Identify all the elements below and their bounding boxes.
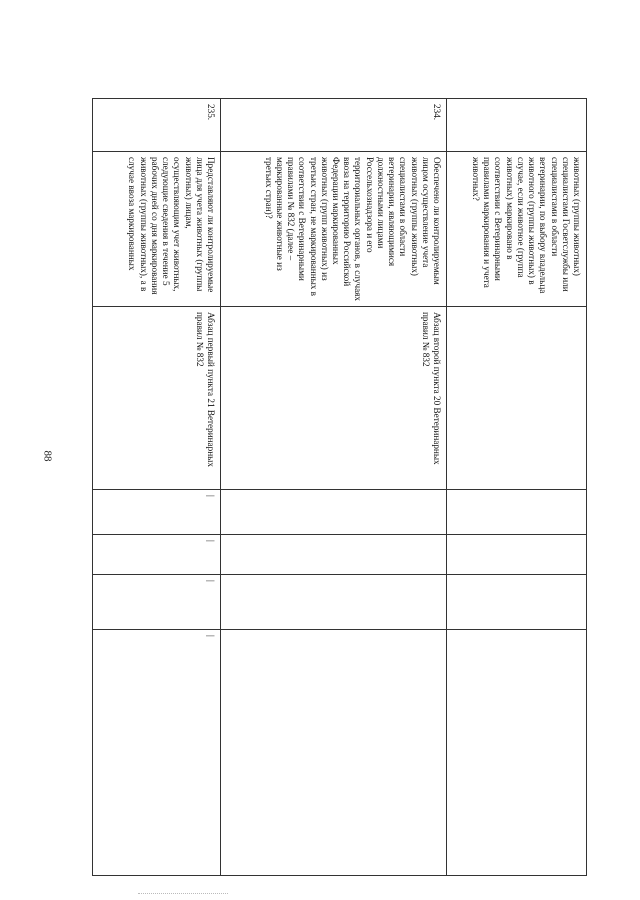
reference-cell: Абзац первый пункта 21 Ветеринарных правил № 832 [93,307,221,490]
answer-na-cell [447,575,587,630]
answer-no-cell [221,535,447,575]
table-row [447,99,587,876]
note-cell: | [93,630,221,876]
reference-cell [447,307,587,490]
answer-yes-cell [221,490,447,535]
page-number: 88 [41,450,54,462]
answer-no-cell [447,535,587,575]
table-row [93,99,221,876]
question-cell: животных (группы животных) специалистами Госветслужбы или специалистами в области ветеринарии, по выбору владельца животного (группы животных) в случае, если животное (группа животных) маркировано в соответствии с Ветеринарными правилами маркирования и учета животных? [447,152,587,307]
note-cell [447,630,587,876]
answer-yes-cell: | [93,490,221,535]
question-cell: Обеспечено ли контролируемым лицом осуществление учета животных (группы животных) специалистами в области ветеринарии, являющимися должностными лицами Россельхознадзора и его территориальных органов, в случаях ввоза на территорию Российской Федерации маркированных животных (групп животных) из третьих стран, не маркированных в соответствии с Ветеринарными правилами № 832 (далее – маркированные животные из третьих стран)? [221,152,447,307]
question-cell: Представляют ли контролируемые лица для учета животных (группы животных) лицам, осуществляющим учет животных, следующие сведения в течение 5 рабочих дней со дня маркирования животных (группы животных), а в случае ввоза маркированных [93,152,221,307]
answer-no-cell: | [93,535,221,575]
reference-cell: Абзац второй пункта 20 Ветеринарных правил № 832 [221,307,447,490]
answer-na-cell: | [93,575,221,630]
row-number: 235. [93,99,221,152]
answer-yes-cell [447,490,587,535]
answer-na-cell [221,575,447,630]
scan-artifact [138,893,228,896]
row-number: 234. [221,99,447,152]
document-sheet [93,98,587,875]
checklist-table [92,98,587,876]
rotated-table-container [93,98,587,875]
note-cell [221,630,447,876]
row-number [447,99,587,152]
table-row [221,99,447,876]
